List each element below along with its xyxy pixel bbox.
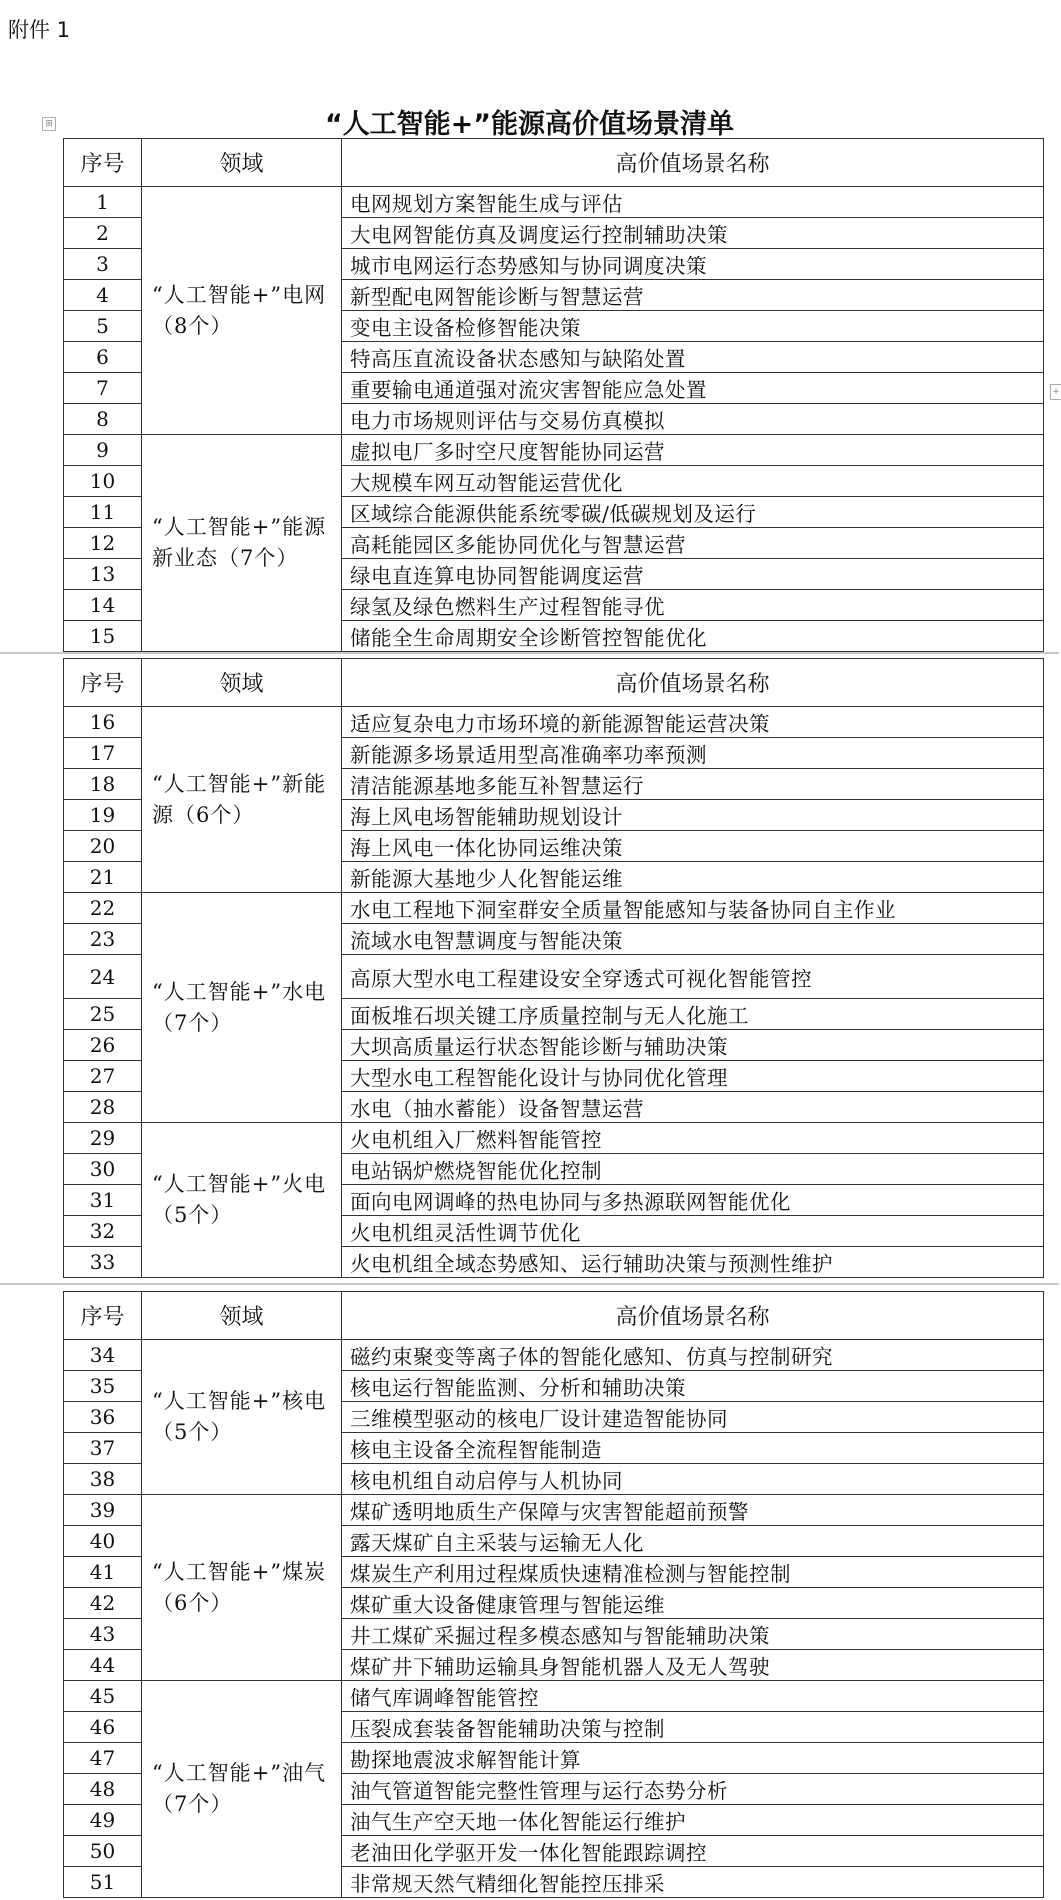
scenario-name: 火电机组全域态势感知、运行辅助决策与预测性维护 [342,1247,1044,1278]
domain-cell: “人工智能+”核电（5个） [142,1340,342,1495]
scenario-name: 变电主设备检修智能决策 [342,311,1044,342]
row-number: 3 [64,249,142,280]
row-number: 34 [64,1340,142,1371]
row-number: 19 [64,800,142,831]
table-add-row-icon[interactable]: + [1050,384,1061,400]
row-number: 20 [64,831,142,862]
table-row [64,1123,1044,1154]
header-domain: 领域 [142,659,342,707]
row-number: 1 [64,187,142,218]
scenario-table-page-2 [63,658,1044,1278]
scenario-name: 新型配电网智能诊断与智慧运营 [342,280,1044,311]
row-number: 47 [64,1743,142,1774]
table-row [64,187,1044,218]
scenario-name: 高原大型水电工程建设安全穿透式可视化智能管控 [342,955,1044,999]
attachment-label: 附件 1 [8,18,71,42]
scenario-name: 油气管道智能完整性管理与运行态势分析 [342,1774,1044,1805]
header-domain: 领域 [142,1292,342,1340]
scenario-name: 清洁能源基地多能互补智慧运行 [342,769,1044,800]
row-number: 8 [64,404,142,435]
scenario-name: 电站锅炉燃烧智能优化控制 [342,1154,1044,1185]
scenario-name: 油气生产空天地一体化智能运行维护 [342,1805,1044,1836]
row-number: 38 [64,1464,142,1495]
row-number: 43 [64,1619,142,1650]
row-number: 11 [64,497,142,528]
row-number: 21 [64,862,142,893]
header-num: 序号 [64,659,142,707]
scenario-name: 煤矿井下辅助运输具身智能机器人及无人驾驶 [342,1650,1044,1681]
domain-cell: “人工智能+”火电（5个） [142,1123,342,1278]
scenario-name: 电力市场规则评估与交易仿真模拟 [342,404,1044,435]
row-number: 46 [64,1712,142,1743]
scenario-name: 大规模车网互动智能运营优化 [342,466,1044,497]
row-number: 9 [64,435,142,466]
scenario-name: 三维模型驱动的核电厂设计建造智能协同 [342,1402,1044,1433]
row-number: 31 [64,1185,142,1216]
header-num: 序号 [64,139,142,187]
row-number: 23 [64,924,142,955]
row-number: 12 [64,528,142,559]
scenario-name: 核电运行智能监测、分析和辅助决策 [342,1371,1044,1402]
scenario-name: 核电机组自动启停与人机协同 [342,1464,1044,1495]
page-title: “人工智能+”能源高价值场景清单 [324,109,735,140]
row-number: 36 [64,1402,142,1433]
scenario-name: 面板堆石坝关键工序质量控制与无人化施工 [342,999,1044,1030]
header-name: 高价值场景名称 [342,659,1044,707]
scenario-name: 核电主设备全流程智能制造 [342,1433,1044,1464]
row-number: 16 [64,707,142,738]
header-name: 高价值场景名称 [342,139,1044,187]
scenario-name: 勘探地震波求解智能计算 [342,1743,1044,1774]
row-number: 17 [64,738,142,769]
scenario-name: 高耗能园区多能协同优化与智慧运营 [342,528,1044,559]
row-number: 7 [64,373,142,404]
domain-cell: “人工智能+”能源新业态（7个） [142,435,342,652]
scenario-name: 压裂成套装备智能辅助决策与控制 [342,1712,1044,1743]
scenario-name: 露天煤矿自主采装与运输无人化 [342,1526,1044,1557]
scenario-name: 电网规划方案智能生成与评估 [342,187,1044,218]
row-number: 4 [64,280,142,311]
scenario-name: 磁约束聚变等离子体的智能化感知、仿真与控制研究 [342,1340,1044,1371]
header-name: 高价值场景名称 [342,1292,1044,1340]
table-row [64,435,1044,466]
scenario-name: 火电机组灵活性调节优化 [342,1216,1044,1247]
scenario-name: 老油田化学驱开发一体化智能跟踪调控 [342,1836,1044,1867]
row-number: 6 [64,342,142,373]
scenario-name: 面向电网调峰的热电协同与多热源联网智能优化 [342,1185,1044,1216]
row-number: 27 [64,1061,142,1092]
row-number: 14 [64,590,142,621]
row-number: 37 [64,1433,142,1464]
scenario-name: 大电网智能仿真及调度运行控制辅助决策 [342,218,1044,249]
row-number: 18 [64,769,142,800]
row-number: 44 [64,1650,142,1681]
row-number: 35 [64,1371,142,1402]
scenario-name: 煤矿透明地质生产保障与灾害智能超前预警 [342,1495,1044,1526]
row-number: 5 [64,311,142,342]
row-number: 24 [64,955,142,999]
table-row [64,1681,1044,1712]
table-move-handle-icon[interactable]: ⊞ [42,117,56,131]
row-number: 51 [64,1867,142,1898]
scenario-name: 绿电直连算电协同智能调度运营 [342,559,1044,590]
scenario-name: 绿氢及绿色燃料生产过程智能寻优 [342,590,1044,621]
scenario-name: 特高压直流设备状态感知与缺陷处置 [342,342,1044,373]
row-number: 22 [64,893,142,924]
scenario-name: 海上风电场智能辅助规划设计 [342,800,1044,831]
row-number: 2 [64,218,142,249]
table-row [64,1340,1044,1371]
domain-cell: “人工智能+”电网（8个） [142,187,342,435]
table-row [64,1495,1044,1526]
scenario-name: 煤炭生产利用过程煤质快速精准检测与智能控制 [342,1557,1044,1588]
scenario-name: 海上风电一体化协同运维决策 [342,831,1044,862]
row-number: 30 [64,1154,142,1185]
domain-cell: “人工智能+”煤炭（6个） [142,1495,342,1681]
scenario-name: 城市电网运行态势感知与协同调度决策 [342,249,1044,280]
row-number: 50 [64,1836,142,1867]
scenario-name: 新能源多场景适用型高准确率功率预测 [342,738,1044,769]
domain-cell: “人工智能+”水电（7个） [142,893,342,1123]
row-number: 39 [64,1495,142,1526]
scenario-name: 重要输电通道强对流灾害智能应急处置 [342,373,1044,404]
row-number: 26 [64,1030,142,1061]
scenario-name: 储能全生命周期安全诊断管控智能优化 [342,621,1044,652]
row-number: 25 [64,999,142,1030]
domain-cell: “人工智能+”新能源（6个） [142,707,342,893]
page-break-divider [0,652,1059,654]
scenario-table-page-3 [63,1291,1044,1898]
header-num: 序号 [64,1292,142,1340]
domain-cell: “人工智能+”油气（7个） [142,1681,342,1898]
scenario-name: 水电工程地下洞室群安全质量智能感知与装备协同自主作业 [342,893,1044,924]
row-number: 15 [64,621,142,652]
table-row [64,707,1044,738]
scenario-name: 火电机组入厂燃料智能管控 [342,1123,1044,1154]
row-number: 49 [64,1805,142,1836]
header-domain: 领域 [142,139,342,187]
page-break-divider [0,1283,1059,1285]
scenario-name: 区域综合能源供能系统零碳/低碳规划及运行 [342,497,1044,528]
scenario-name: 大坝高质量运行状态智能诊断与辅助决策 [342,1030,1044,1061]
row-number: 28 [64,1092,142,1123]
scenario-name: 煤矿重大设备健康管理与智能运维 [342,1588,1044,1619]
row-number: 13 [64,559,142,590]
row-number: 33 [64,1247,142,1278]
scenario-name: 非常规天然气精细化智能控压排采 [342,1867,1044,1898]
scenario-name: 虚拟电厂多时空尺度智能协同运营 [342,435,1044,466]
scenario-name: 水电（抽水蓄能）设备智慧运营 [342,1092,1044,1123]
scenario-name: 流域水电智慧调度与智能决策 [342,924,1044,955]
table-row [64,893,1044,924]
scenario-name: 新能源大基地少人化智能运维 [342,862,1044,893]
row-number: 42 [64,1588,142,1619]
scenario-name: 井工煤矿采掘过程多模态感知与智能辅助决策 [342,1619,1044,1650]
row-number: 10 [64,466,142,497]
scenario-table-page-1 [63,138,1044,652]
row-number: 48 [64,1774,142,1805]
row-number: 32 [64,1216,142,1247]
row-number: 41 [64,1557,142,1588]
scenario-name: 储气库调峰智能管控 [342,1681,1044,1712]
scenario-name: 大型水电工程智能化设计与协同优化管理 [342,1061,1044,1092]
row-number: 29 [64,1123,142,1154]
scenario-name: 适应复杂电力市场环境的新能源智能运营决策 [342,707,1044,738]
row-number: 40 [64,1526,142,1557]
row-number: 45 [64,1681,142,1712]
